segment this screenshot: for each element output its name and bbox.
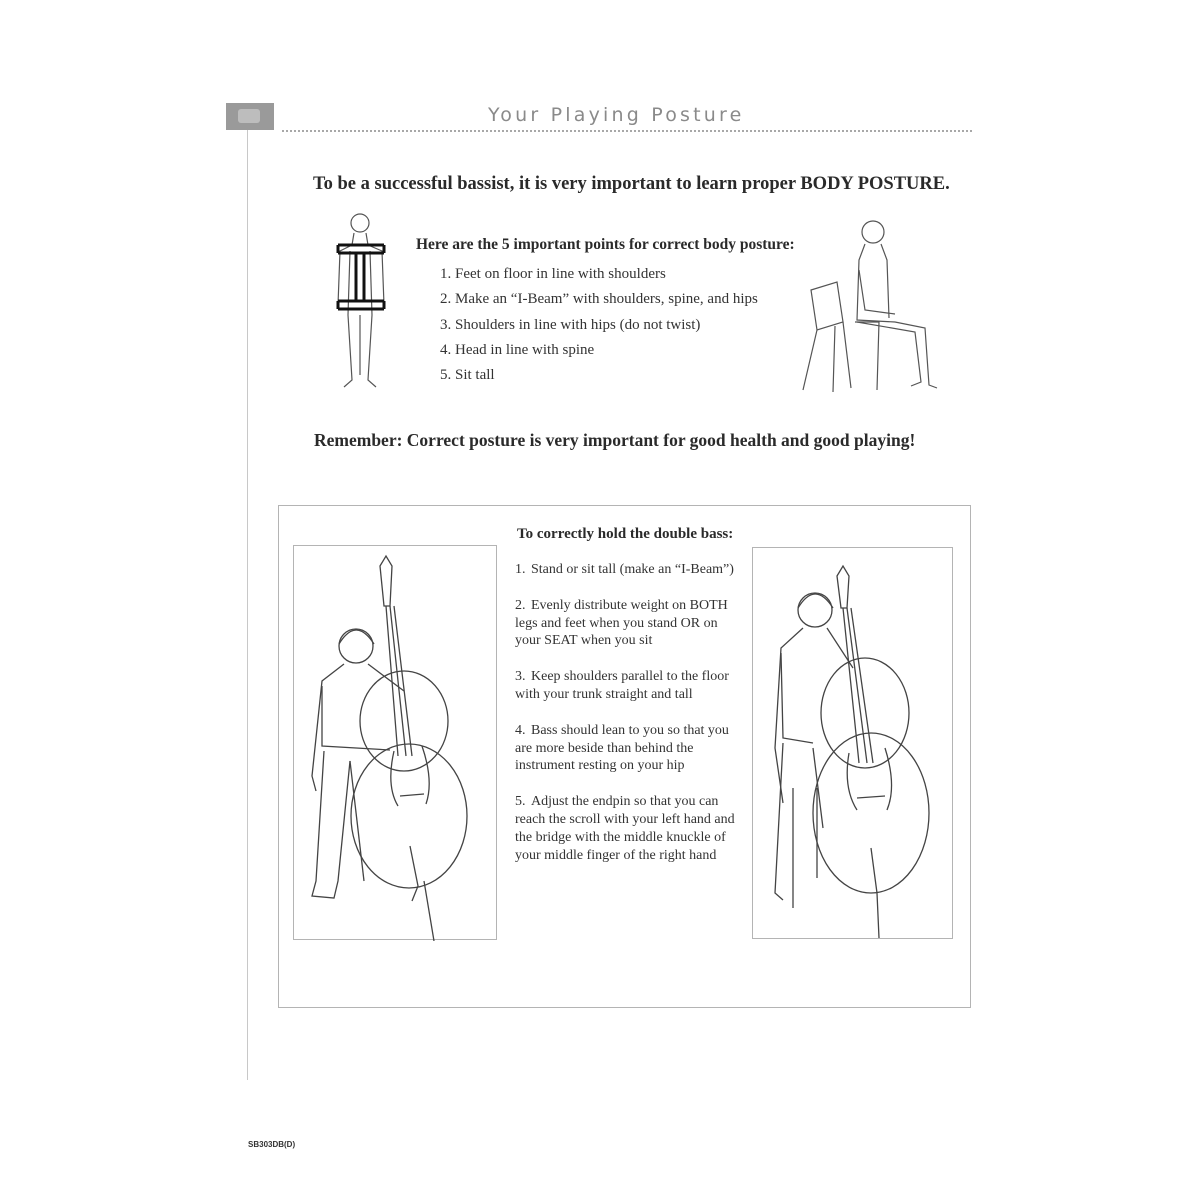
step-number: 1.: [515, 562, 526, 577]
step-text: Adjust the endpin so that you can reach the scroll with your left hand and the bridge with the middle knuckle of your middle finger of the right hand: [515, 794, 735, 863]
list-item: [515, 722, 740, 775]
step-text: Keep shoulders parallel to the floor with your trunk straight and tall: [515, 669, 729, 702]
seated-bass-illustration: [752, 547, 953, 939]
list-item: [515, 561, 740, 579]
list-item: 1. Feet on floor in line with shoulders: [440, 266, 666, 282]
step-text: Stand or sit tall (make an “I-Beam”): [531, 562, 734, 577]
list-item: [515, 668, 740, 704]
standing-ibeam-illustration: [330, 205, 400, 395]
step-text: Evenly distribute weight on BOTH legs and feet when you stand OR on your SEAT when you sit: [515, 597, 728, 649]
header-divider: [282, 130, 972, 133]
page-number-tab: [226, 103, 274, 130]
list-item: 4. Head in line with spine: [440, 341, 595, 358]
hold-bass-heading: To correctly hold the double bass:: [517, 526, 734, 542]
step-number: 4.: [515, 722, 526, 738]
intro-text: To be a successful bassist, it is very important to learn proper BODY POSTURE.: [313, 174, 950, 194]
list-item: 5. Sit tall: [440, 367, 495, 384]
list-item: 3. Shoulders in line with hips (do not twist): [440, 316, 701, 333]
list-item: [515, 793, 740, 864]
list-item: 2. Make an “I-Beam” with shoulders, spine, and hips: [440, 291, 758, 308]
posture-points-list: [440, 262, 758, 388]
hold-bass-steps: [515, 561, 740, 882]
step-text: Bass should lean to you so that you are more beside than behind the instrument resting on your hip: [515, 722, 729, 774]
seated-posture-illustration: [795, 210, 945, 400]
step-number: 2.: [515, 597, 526, 613]
standing-bass-illustration: [293, 545, 497, 940]
page-margin-line: [247, 120, 248, 1080]
footer-catalog-code: SB303DB(D): [248, 1140, 296, 1149]
page-title: Your Playing Posture: [488, 104, 745, 126]
posture-points-heading: Here are the 5 important points for correct body posture:: [416, 236, 795, 253]
list-item: [515, 597, 740, 650]
remember-note: Remember: Correct posture is very important for good health and good playing!: [314, 430, 916, 450]
step-number: 3.: [515, 669, 526, 685]
step-number: 5.: [515, 794, 526, 810]
